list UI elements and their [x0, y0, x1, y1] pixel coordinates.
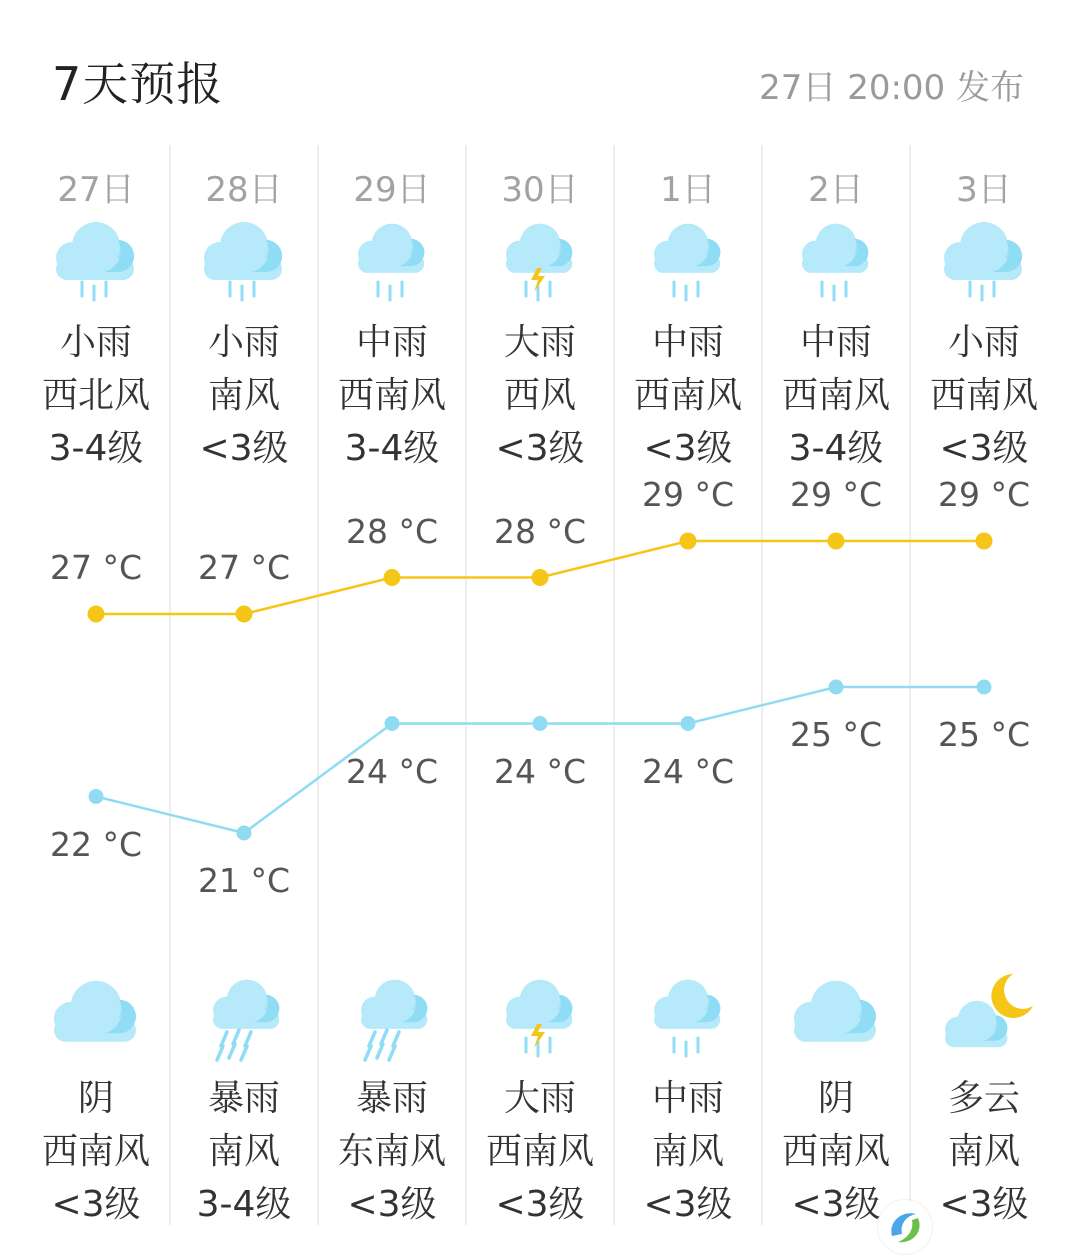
night-condition: 暴雨: [207, 1078, 280, 1119]
high-temp-label: 28 °C: [345, 511, 439, 551]
night-wind-level: <3级: [347, 1184, 437, 1225]
night-condition: 阴: [77, 1078, 114, 1119]
day-wind-direction: 西南风: [929, 375, 1038, 416]
low-temp-label: 25 °C: [937, 715, 1031, 754]
day-wind-level: <3级: [199, 428, 289, 469]
night-wind-direction: 西南风: [485, 1131, 594, 1172]
high-temp-label: 27 °C: [49, 548, 143, 587]
night-condition: 多云: [947, 1078, 1020, 1119]
low-temp-point: [829, 680, 844, 695]
night-condition: 中雨: [651, 1078, 724, 1119]
low-temp-point: [89, 789, 104, 804]
low-temp-label: 24 °C: [345, 751, 439, 791]
night-wind-direction: 西南风: [41, 1131, 150, 1172]
high-temp-point: [384, 569, 401, 586]
day-wind-direction: 西风: [503, 375, 576, 416]
day-wind-direction: 南风: [207, 375, 280, 416]
day-wind-level: 3-4级: [48, 428, 144, 469]
day-wind-direction: 西南风: [337, 375, 446, 416]
night-wind-level: <3级: [791, 1184, 881, 1225]
high-temp-label: 29 °C: [789, 475, 883, 514]
night-wind-level: <3级: [643, 1184, 733, 1225]
low-temp-label: 24 °C: [493, 751, 587, 791]
high-temp-label: 28 °C: [493, 511, 587, 551]
low-temp-point: [237, 826, 252, 841]
high-temp-point: [88, 606, 105, 623]
day-condition: 中雨: [799, 322, 872, 363]
logo-icon: [878, 1200, 932, 1254]
day-date: 1日: [660, 170, 716, 210]
night-wind-direction: 东南风: [337, 1131, 446, 1172]
day-date: 2日: [808, 170, 864, 210]
high-temp-point: [532, 569, 549, 586]
high-temp-point: [236, 606, 253, 623]
day-condition: 中雨: [651, 322, 724, 363]
low-temp-point: [977, 680, 992, 695]
night-wind-level: <3级: [51, 1184, 141, 1225]
night-wind-direction: 南风: [947, 1131, 1020, 1172]
low-temp-label: 22 °C: [49, 824, 143, 864]
night-condition: 阴: [817, 1078, 854, 1119]
day-wind-level: <3级: [495, 428, 585, 469]
page-title: 7天预报: [52, 57, 224, 111]
high-temp-label: 27 °C: [197, 548, 291, 587]
high-temp-point: [828, 533, 845, 550]
day-condition: 小雨: [59, 322, 132, 363]
low-temp-label: 21 °C: [197, 861, 291, 900]
day-wind-direction: 西南风: [781, 375, 890, 416]
day-wind-level: 3-4级: [788, 428, 884, 469]
day-condition: 小雨: [947, 322, 1020, 363]
low-temp-label: 25 °C: [789, 715, 883, 754]
night-condition: 暴雨: [355, 1078, 428, 1119]
day-condition: 中雨: [355, 322, 428, 363]
day-wind-direction: 西南风: [633, 375, 742, 416]
low-temp-point: [533, 716, 548, 731]
day-wind-direction: 西北风: [41, 375, 150, 416]
high-temp-label: 29 °C: [937, 475, 1031, 514]
night-wind-level: <3级: [939, 1184, 1029, 1225]
night-wind-direction: 南风: [207, 1131, 280, 1172]
day-date: 29日: [353, 170, 431, 210]
day-condition: 大雨: [503, 322, 576, 363]
night-condition: 大雨: [503, 1078, 576, 1119]
low-temp-point: [385, 716, 400, 731]
high-temp-point: [976, 533, 993, 550]
low-temp-label: 24 °C: [641, 751, 735, 791]
night-wind-direction: 西南风: [781, 1131, 890, 1172]
day-wind-level: 3-4级: [344, 428, 440, 469]
day-condition: 小雨: [207, 322, 280, 363]
night-wind-level: 3-4级: [196, 1184, 292, 1225]
day-date: 27日: [57, 170, 135, 210]
day-date: 3日: [956, 170, 1012, 210]
publish-time: 27日 20:00 发布: [759, 68, 1024, 108]
day-wind-level: <3级: [643, 428, 733, 469]
day-date: 28日: [205, 170, 283, 210]
high-temp-point: [680, 533, 697, 550]
day-wind-level: <3级: [939, 428, 1029, 469]
night-wind-level: <3级: [495, 1184, 585, 1225]
high-temp-label: 29 °C: [641, 475, 735, 514]
night-wind-direction: 南风: [651, 1131, 724, 1172]
low-temp-point: [681, 716, 696, 731]
day-date: 30日: [501, 170, 579, 210]
